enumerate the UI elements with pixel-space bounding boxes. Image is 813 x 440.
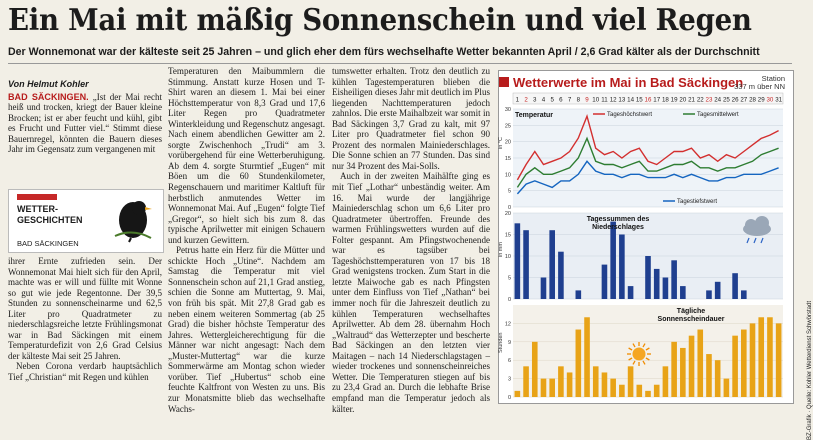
paragraph: Neben Corona verdarb hauptsächlich Tief „Christian“ mit Regen und kühlen [8,361,162,383]
precipitation-bar [654,269,660,299]
precipitation-bar [715,282,721,299]
paragraph: Temperaturen den Maibummlern die Stimmung. Anstatt kurze Hosen und T-Shirt waren an diesem 1. Mai bei einer Höchsttemperatur von 8,3 Grad und 17,6 Liter Regen pro Quadratmeter Winterkleidung und Regenschutz angesagt. Nach einem abendlichen Gewitter am 2. sorgte Zwischenhoch „Trudi“ am 3. vorübergehend für eine Wetterberuhigung. Ab dem 4. sorgte Sturmtief „Eugen“ mit Böen um die 60 Stundenkilometer, Regenschauern und maritimer Kaltluft für herbstlich anmutendes Wetter im Wonnemonat Mai. Auf „Eugen“ folgte Tief „Gregor“, so hielt sich bis zum 8. das typische Aprilwetter mit einigen Schauern und kurzen Gewittern. [168,66,325,245]
y-tick-label: 5 [507,275,511,282]
day-label: 20 [679,96,687,104]
day-label: 2 [524,96,528,104]
y-tick-label: 0 [507,395,511,401]
dateline: BAD SÄCKINGEN. [8,91,89,102]
legend-label: Tageshöchstwert [607,112,653,118]
precipitation-bar [576,290,582,299]
sunshine-bar [724,379,730,397]
day-label: 17 [653,96,661,104]
day-label: 24 [714,96,722,104]
y-tick-label: 30 [504,107,511,113]
sunshine-bar [776,323,782,397]
day-label: 31 [775,96,783,104]
precipitation-bar [541,278,547,300]
paragraph-text: „Ist der Mai recht heiß und trocken, kriegt der Bauer kleine Brocken; ist er aber feucht und kühl, gibt es Frucht und Futter viel.“ Stimmt diese Bauernregel, könnten die Bauern dieses Jahr im Gegensatz zum vergangenen mit [8,91,162,155]
y-tick-label: 20 [504,211,511,217]
sunshine-bar [602,372,608,397]
day-label: 13 [618,96,626,104]
day-label: 18 [661,96,669,104]
sunshine-bar [636,385,642,397]
day-label: 25 [722,96,730,104]
sunshine-bar [567,372,573,397]
sunshine-bar [628,366,634,397]
day-label: 27 [740,96,748,104]
legend-label: Tagestiefstwert [677,199,718,205]
day-label: 30 [766,96,774,104]
day-label: 10 [592,96,600,104]
sunshine-title-line-1: Tägliche [676,308,706,315]
precipitation-bar [645,256,651,299]
divider [8,63,792,64]
author: Von Helmut Kohler [8,79,89,89]
sunshine-bar [619,385,625,397]
y-tick-label: 25 [504,123,511,130]
precipitation-bar [515,223,521,299]
day-label: 26 [731,96,739,104]
headline: Ein Mai mit mäßig Sonnenschein und viel Regen [8,3,752,38]
day-label: 3 [533,96,537,104]
day-label: 5 [550,96,554,104]
precipitation-bar [610,222,616,299]
box-source: BAD SÄCKINGEN [17,239,79,248]
sunshine-bar [541,379,547,397]
day-label: 8 [576,96,581,104]
column-1-top [8,79,162,187]
y-tick-label: 10 [504,172,511,179]
legend-label: Tagesmittelwert [697,112,739,118]
precipitation-bar [619,235,625,300]
paragraph: tumswetter erhalten. Trotz den deutlich zu kühlen Tagestemperaturen blieben die Eisheiligen dieses Jahr mit deutlich im Plus liegenden Nachttemperaturen jedoch zahnlos. Die erste Maihalbzeit war somit in Bad Säckingen 3,7 Grad zu kalt, mit 97 Liter pro Quadratmeter fiel schon 90 Prozent des normalen Mainiederschlages. Die Sonne schien an 77 Stunden. Das sind nur 34 Prozent des Mai-Solls. [332,66,490,171]
paragraph: Petrus hatte ein Herz für die Mütter und schickte Hoch „Utine“. Nachdem am Samstag die Temperatur mit viel Sonnenschein schon auf 21,1 Grad anstieg, schien die Sonne am Muttertag, 9. Mai, von früh bis spät. Mit 27,8 Grad gab es neben einem weiteren Sommertag (ab 25 Grad) die bisher höchste Temperatur des Jahres. Wettergleicherechtigung für die Männer war nicht angesagt: Nach dem „Muster-Muttertag“ war die kurze Sommerwärme am Montag schon wieder vorüber. Tief „Hubertus“ schob eine feuchte Kaltfront von Westen zu uns. Bis zur Monatsmitte blieb das wechselhafte Wachs- [168,245,325,414]
sunshine-bar [741,330,747,397]
precipitation-bar [523,230,529,299]
sunshine-bar [750,323,756,397]
day-label: 1 [515,96,520,104]
sunshine-bar [732,336,738,397]
precipitation-title-line-1: Tagessummen des [586,216,650,223]
y-tick-label: 0 [507,205,511,211]
precipitation-bar [558,252,564,299]
sunshine-bar [523,366,529,397]
paragraph [8,92,162,155]
sunshine-bar [663,366,669,397]
sunshine-bar [680,348,686,397]
day-label: 9 [585,96,589,104]
y-tick-label: 9 [507,339,511,346]
day-label: 21 [688,96,695,104]
sunshine-bar [576,330,582,397]
weather-chart [498,70,813,440]
y-axis-label: Stunden [498,332,504,353]
y-tick-label: 10 [504,254,511,260]
sunshine-bar [593,366,599,397]
precipitation-bar [602,265,608,299]
y-axis-label: in mm [498,242,504,257]
sunshine-bar [715,360,721,397]
precipitation-bar [671,260,677,299]
day-label: 28 [749,96,756,104]
column-2 [168,66,325,414]
day-label: 14 [627,96,635,104]
sunshine-bar [767,317,773,397]
day-label: 11 [601,96,608,104]
day-label: 29 [757,96,765,104]
sunshine-bar [584,317,590,397]
precipitation-title-line-2: Niederschlages [592,224,644,231]
column-3 [332,66,490,414]
sunshine-bar [689,336,695,397]
day-label: 23 [705,96,713,104]
precipitation-bar [663,278,669,300]
y-tick-label: 5 [507,188,511,195]
precipitation-bar [680,286,686,299]
sunshine-bar [610,379,616,397]
y-tick-label: 15 [504,156,511,162]
sunshine-bar [697,330,703,397]
precipitation-bar [741,290,747,299]
sunshine-bar [549,379,555,397]
sunshine-bar [758,317,764,397]
sunshine-bar [654,385,660,397]
day-label: 22 [696,96,704,104]
y-tick-label: 0 [507,297,511,303]
chart-credit: BZ-Grafik · Quelle: Kohler Wetterdienst Schwörstadt [807,301,813,440]
day-label: 19 [670,96,678,104]
y-tick-label: 3 [507,376,511,383]
day-label: 4 [541,96,546,104]
sunshine-bar [671,342,677,397]
sunshine-bar [645,391,651,397]
subheadline: Der Wonnemonat war der kälteste seit 25 Jahren – und glich eher dem fürs wechselhafte Wetter bekannten April / 2,6 Grad kälter als der Durchschnitt [8,46,760,58]
precipitation-bar [628,286,634,299]
paragraph: Auch in der zweiten Maihälfte ging es mit Tief „Lothar“ unbeständig weiter. Am 16. Mai wurde der langjährige Mainiederschlag schon um 6,6 Liter pro Quadratmeter übertroffen. Freunde des warmen Frühlingswetters wurden auf die Folter gespannt. Am Pfingstwochenende war es tagsüber bei Tageshöchsttemperaturen von 17 bis 18 Grad wenigstens trocken. Zum Start in die letzte Maiwoche gab es nach Pfingsten unter dem Einfluss von Tief „Nathan“ bei immer noch für die Jahreszeit deutlich zu kühlen Temperaturen wechselhaftes Aprilwetter. Ab dem 28. übernahm Hoch „Waltraud“ das Wetterzepter und bescherte Bad Säckingen an den letzten vier Maitagen – nach 14 Niederschlagstagen – wieder trockenes und sonnenscheinreiches Wetter. Die Temperaturen stiegen auf bis zu 23,4 Grad an. Durch die lebhafte Brise empfand man die Temperatur jedoch als kälter. [332,171,490,414]
day-label: 12 [609,96,617,104]
blackbird-icon [111,198,155,242]
paragraph: ihrer Ernte zufrieden sein. Der Wonnemonat Mai hielt sich für den April, machte was er will und füllte mit Wonne so gut wie jede Regentonne. Der 39,5 Stunden zu sonnenscheinarme und 62,5 Liter pro Quadratmeter zu niederschlagsreiche letzte Frühlingsmonat war in Bad Säckingen mit einem Temperaturdefizit von 2,6 Grad Celsius der kälteste Mai seit 25 Jahren. [8,256,162,361]
day-label: 16 [644,96,652,104]
precipitation-bar [732,273,738,299]
chart-canvas [499,89,793,403]
box-accent [17,194,57,200]
day-label: 15 [635,96,643,104]
y-tick-label: 15 [504,232,511,239]
day-label: 7 [567,96,572,104]
station-info: Station 337 m über NN [734,74,785,91]
sunshine-bar [515,391,521,397]
temperature-title: Temperatur [515,112,553,119]
y-tick-label: 20 [504,139,511,146]
y-tick-label: 6 [507,358,511,365]
precipitation-bar [706,290,712,299]
day-label: 6 [559,96,563,104]
precipitation-bar [549,230,555,299]
column-1-bottom [8,256,162,406]
box-title: WETTER- GESCHICHTEN [17,204,83,225]
chart-title: Wetterwerte im Mai in Bad Säckingen [499,75,743,90]
sunshine-bar [706,354,712,397]
wettergeschichten-box [8,189,164,253]
sunshine-bar [532,342,538,397]
y-tick-label: 12 [504,321,511,328]
sunshine-bar [558,366,564,397]
sunshine-title-line-2: Sonnenscheindauer [657,316,725,323]
y-axis-label: in °C [498,137,504,149]
